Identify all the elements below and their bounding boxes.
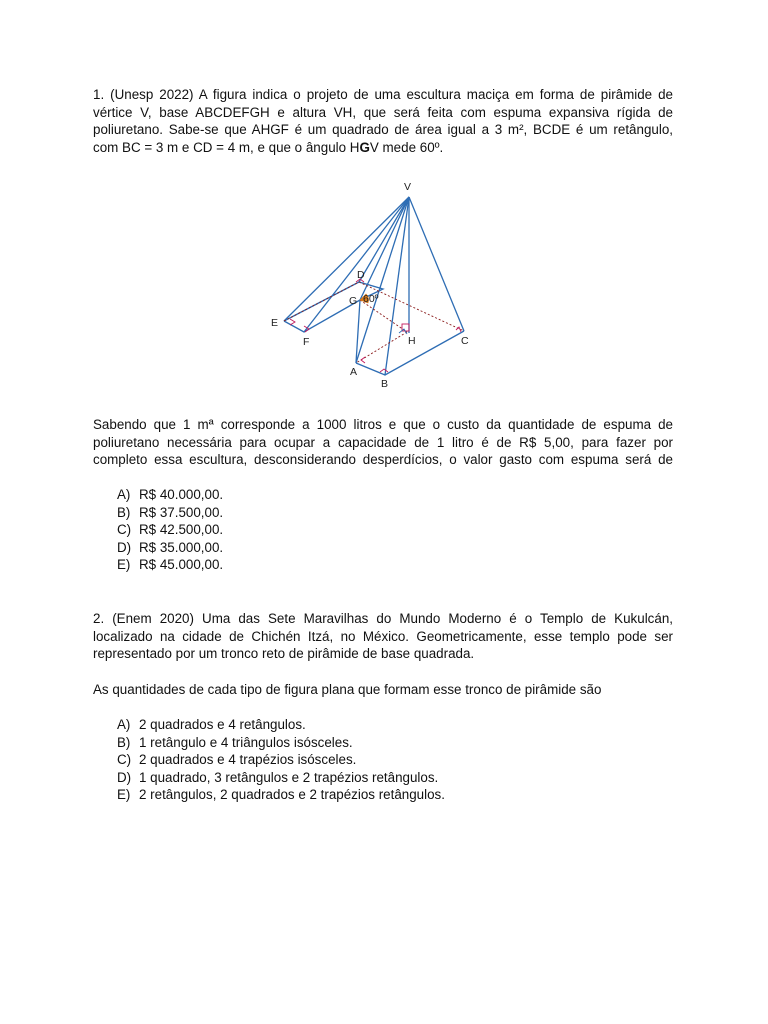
option-letter: A) (117, 487, 131, 502)
q1-intro-line: 1. (Unesp 2022) A figura indica o projeto de uma escultura maciça em forma de pirâmide de (93, 87, 673, 102)
option-text: R$ 37.500,00. (139, 504, 224, 520)
q1-option-e[interactable] (117, 556, 223, 574)
option-text: 2 quadrados e 4 retângulos. (139, 717, 306, 732)
pyramid-figure (262, 178, 482, 393)
label-c: C (461, 335, 469, 347)
option-text: 1 quadrado, 3 retângulos e 2 trapézios retângulos. (139, 769, 439, 785)
q1-options (117, 486, 223, 574)
q2-options (117, 716, 445, 804)
q1-intro-last-bold: G (359, 139, 370, 155)
option-letter: D) (117, 539, 132, 555)
option-letter: B) (117, 504, 131, 520)
q2-option-a[interactable] (117, 716, 445, 734)
option-letter: B) (117, 734, 131, 750)
q1-question-line: completo essa escultura, desconsiderando desperdícios, o valor gasto com espuma será de (93, 452, 673, 468)
label-h: H (408, 335, 416, 347)
edge-dc-hidden (359, 282, 464, 331)
option-text: R$ 40.000,00. (139, 487, 224, 502)
option-text: R$ 42.500,00. (139, 522, 224, 538)
q1-option-a[interactable] (117, 486, 223, 504)
q1-question-line: poliuretano necessária para ocupar a capacidade de 1 litro é de R$ 5,00, para fazer por (93, 434, 673, 450)
label-f: F (303, 336, 310, 348)
q2-intro-line: localizado na cidade de Chichén Itzá, no México. Geometricamente, esse templo pode ser (93, 628, 673, 644)
label-a: A (350, 366, 358, 378)
right-angle-b (380, 369, 388, 372)
option-text: 2 retângulos, 2 quadrados e 2 trapézios retângulos. (139, 787, 445, 803)
q1-intro-line: vértice V, base ABCDEFGH e altura VH, que será feita com espuma expansiva rígida de (93, 104, 673, 120)
q1-intro-last-b: V mede 60º. (369, 139, 444, 155)
option-letter: E) (117, 557, 131, 573)
label-g: G (349, 295, 358, 307)
option-text: 2 quadrados e 4 trapézios isósceles. (139, 752, 357, 768)
label-e: E (271, 317, 279, 329)
q2-option-d[interactable] (117, 769, 445, 787)
label-angle-60: 60º (363, 293, 379, 305)
q2-question-line: As quantidades de cada tipo de figura plana que formam esse tronco de pirâmide são (93, 682, 602, 697)
q1-option-d[interactable] (117, 539, 223, 557)
q1-option-c[interactable] (117, 521, 223, 539)
q1-option-b[interactable] (117, 504, 223, 522)
q1-question-line: Sabendo que 1 mª corresponde a 1000 litros e que o custo da quantidade de espuma de (93, 417, 673, 432)
right-angle-c (456, 327, 461, 332)
q2-question (93, 681, 673, 699)
option-letter: E) (117, 787, 131, 803)
edge-vc (409, 197, 464, 331)
option-text: 1 retângulo e 4 triângulos isósceles. (139, 734, 353, 750)
q2-option-c[interactable] (117, 751, 445, 769)
q1-question (93, 416, 673, 469)
right-angle-a (361, 357, 365, 363)
option-letter: D) (117, 769, 132, 785)
right-angle-e (290, 319, 295, 325)
pyramid-edges (284, 197, 464, 375)
q2-intro-line: 2. (Enem 2020) Uma das Sete Maravilhas do Mundo Moderno é o Templo de Kukulcán, (93, 611, 673, 626)
q2-intro-line: representado por um tronco reto de pirâmide de base quadrada. (93, 646, 475, 662)
option-text: R$ 35.000,00. (139, 539, 224, 555)
option-text: R$ 45.000,00. (139, 557, 224, 573)
label-d: D (357, 269, 365, 281)
q2-intro (93, 610, 673, 663)
q2-option-e[interactable] (117, 786, 445, 804)
option-letter: C) (117, 522, 132, 538)
q1-intro-last-line (93, 139, 673, 157)
option-letter: A) (117, 717, 131, 732)
label-v: V (404, 181, 412, 193)
q1-intro-last-a: com BC = 3 m e CD = 4 m, e que o ângulo H (93, 139, 360, 155)
edge-ve (284, 197, 409, 321)
label-b: B (381, 378, 389, 390)
option-letter: C) (117, 752, 132, 768)
q1-intro-line: poliuretano. Sabe-se que AHGF é um quadrado de área igual a 3 m², BCDE é um retângulo, (93, 122, 673, 138)
q2-option-b[interactable] (117, 734, 445, 752)
q1-intro (93, 86, 673, 156)
